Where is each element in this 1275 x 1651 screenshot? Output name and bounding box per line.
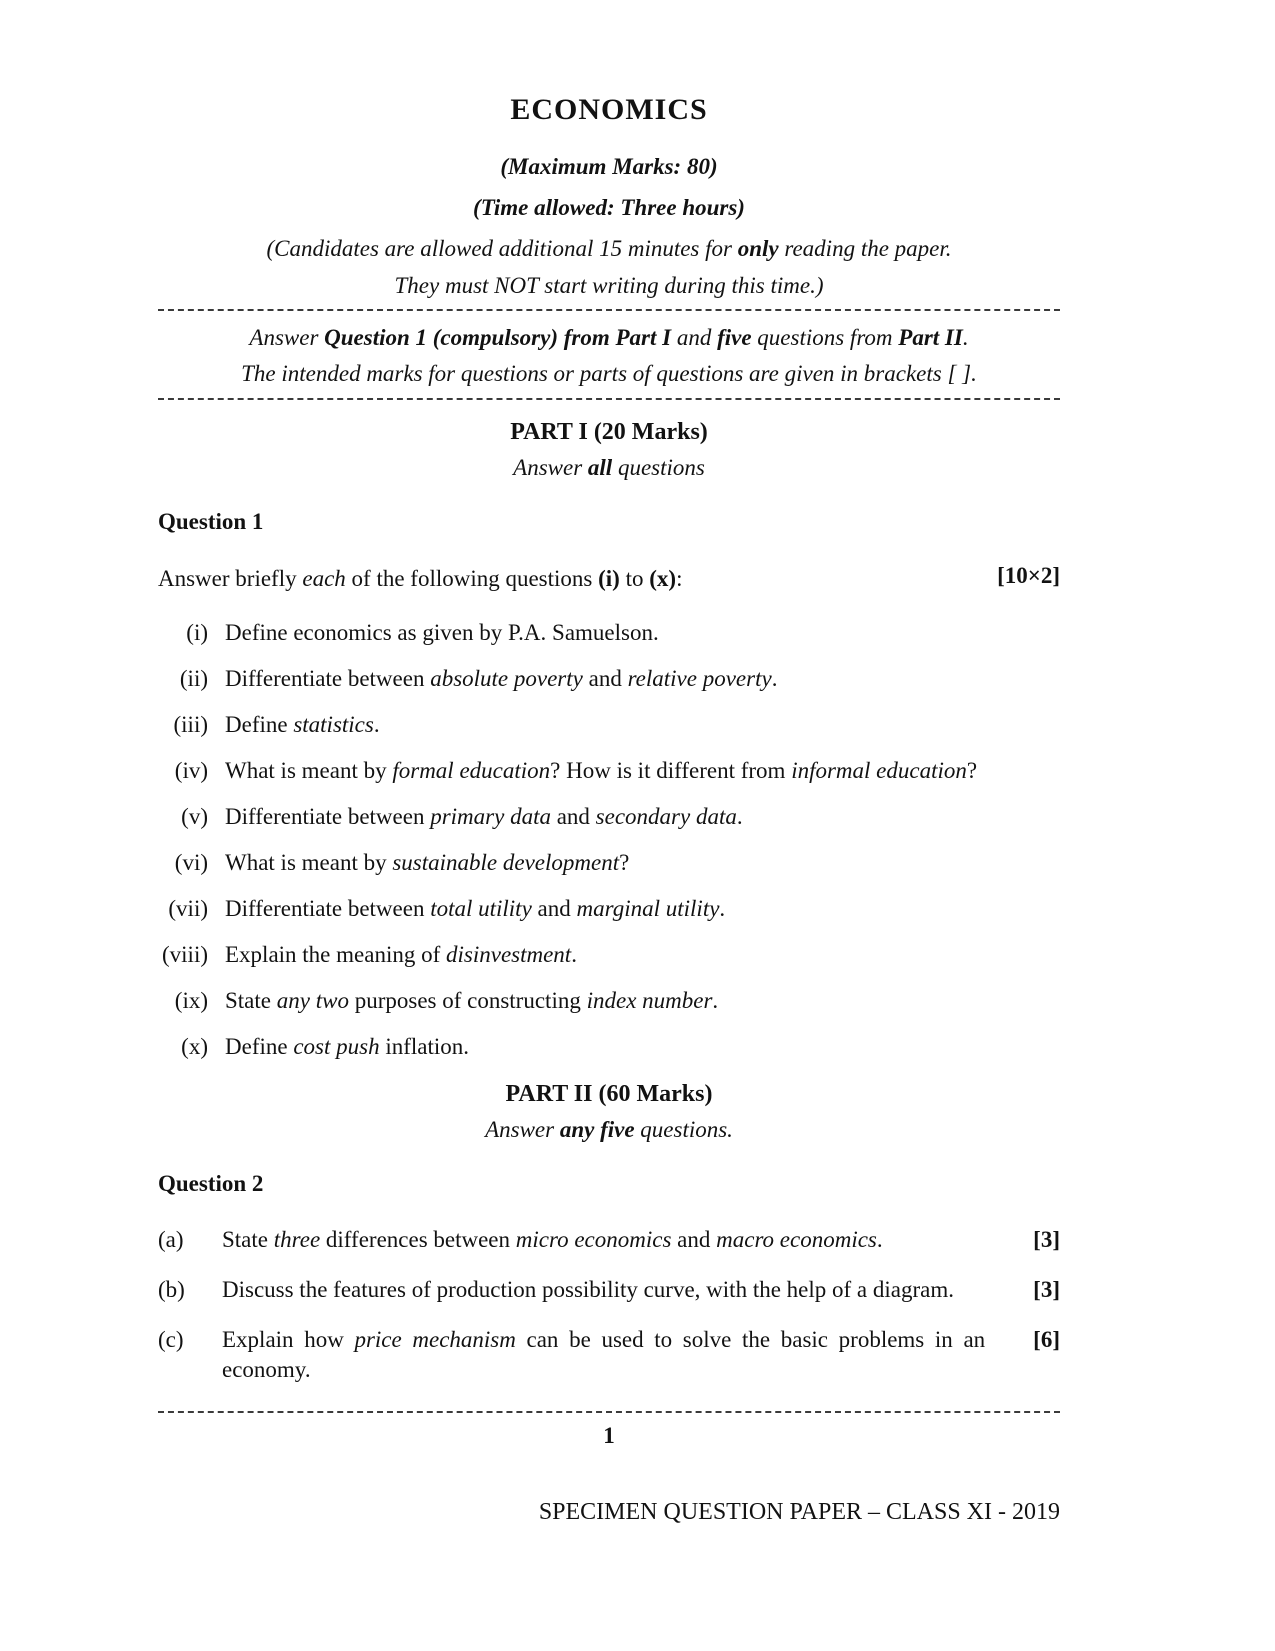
part1-heading: PART I (20 Marks)	[510, 419, 708, 445]
item-label: (x)	[181, 1034, 208, 1059]
item-label: (b)	[158, 1277, 185, 1302]
item-label: (i)	[186, 620, 208, 645]
question2-item-c	[158, 1325, 1060, 1385]
dashed-divider-top	[158, 309, 1060, 311]
question2-heading: Question 2	[158, 1171, 264, 1196]
dashed-divider-instructions	[158, 398, 1060, 400]
question1-item-x	[158, 1032, 1060, 1061]
item-text: Define cost push inflation.	[225, 1034, 470, 1059]
item-label: (a)	[158, 1227, 184, 1252]
candidates-note-line2: They must NOT start writing during this time.)	[394, 273, 824, 298]
item-text: Explain the meaning of disinvestment.	[225, 942, 577, 967]
item-label: (iii)	[173, 712, 208, 737]
question1-item-ii	[158, 664, 1060, 693]
question1-item-vi	[158, 848, 1060, 877]
dashed-divider-bottom	[158, 1411, 1060, 1413]
item-label: (c)	[158, 1327, 184, 1352]
question1-heading: Question 1	[158, 509, 264, 534]
item-text: Differentiate between primary data and secondary data.	[225, 804, 743, 829]
item-text: Explain how price mechanism can be used to solve the basic problems in an economy.	[222, 1327, 986, 1382]
page-number: 1	[603, 1423, 615, 1448]
question1-item-iv	[158, 756, 1060, 785]
question1-intro-row	[158, 563, 1060, 594]
question1-item-vii	[158, 894, 1060, 923]
question1-intro-text: Answer briefly each of the following questions (i) to (x):	[158, 566, 683, 591]
item-text: Differentiate between total utility and marginal utility.	[225, 896, 726, 921]
item-text: State any two purposes of constructing index number.	[225, 988, 719, 1013]
item-label: (iv)	[174, 758, 208, 783]
item-text: What is meant by formal education? How is it different from informal education?	[225, 758, 978, 783]
footer-specimen-label: SPECIMEN QUESTION PAPER – CLASS XI - 2019	[538, 1499, 1060, 1525]
question1-item-i	[158, 618, 1060, 647]
item-label: (vii)	[168, 896, 208, 921]
item-text: Differentiate between absolute poverty and relative poverty.	[225, 666, 778, 691]
item-label: (v)	[181, 804, 208, 829]
question1-marks: [10×2]	[997, 563, 1060, 588]
question1-item-ix	[158, 986, 1060, 1015]
item-text: Define economics as given by P.A. Samuelson.	[225, 620, 659, 645]
item-label: (ii)	[179, 666, 208, 691]
instruction-line2: The intended marks for questions or parts of questions are given in brackets [ ].	[241, 361, 977, 386]
time-allowed-line: (Time allowed: Three hours)	[473, 195, 745, 220]
item-text: What is meant by sustainable development?	[225, 850, 630, 875]
item-marks: [3]	[1033, 1227, 1060, 1252]
page-title: ECONOMICS	[510, 93, 708, 126]
item-label: (viii)	[162, 942, 208, 967]
item-marks: [3]	[1033, 1277, 1060, 1302]
item-text: Discuss the features of production possibility curve, with the help of a diagram.	[222, 1277, 954, 1302]
instruction-line1: Answer Question 1 (compulsory) from Part I and five questions from Part II.	[249, 325, 969, 350]
part1-subheading: Answer all questions	[513, 455, 705, 480]
item-label: (ix)	[174, 988, 208, 1013]
question1-item-iii	[158, 710, 1060, 739]
question1-item-viii	[158, 940, 1060, 969]
item-text: Define statistics.	[225, 712, 380, 737]
candidates-note-line1: (Candidates are allowed additional 15 minutes for only reading the paper.	[266, 236, 952, 261]
item-marks: [6]	[1033, 1327, 1060, 1352]
max-marks-line: (Maximum Marks: 80)	[500, 154, 718, 179]
part2-heading: PART II (60 Marks)	[505, 1081, 713, 1107]
question1-item-v	[158, 802, 1060, 831]
question2-item-b	[158, 1275, 1060, 1305]
item-label: (vi)	[174, 850, 208, 875]
part2-subheading: Answer any five questions.	[485, 1117, 733, 1142]
question2-item-a	[158, 1225, 1060, 1255]
item-text: State three differences between micro economics and macro economics.	[222, 1227, 883, 1252]
